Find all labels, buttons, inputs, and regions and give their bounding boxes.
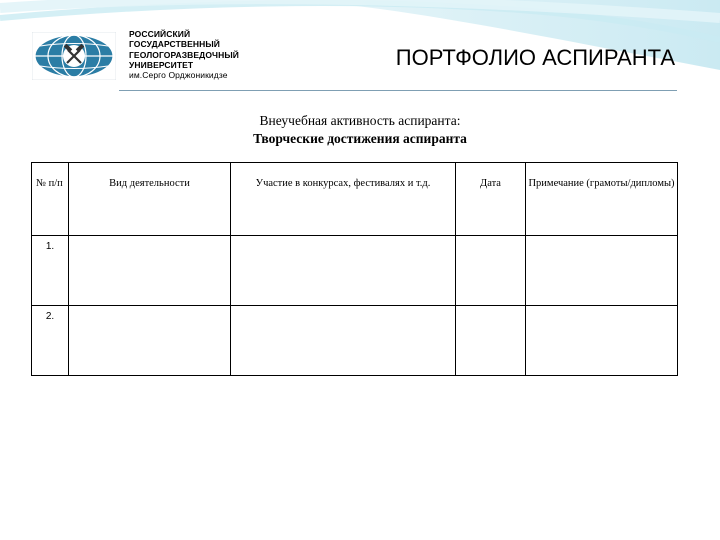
activity-cell[interactable] bbox=[69, 236, 231, 306]
university-line-2: ГОСУДАРСТВЕННЫЙ bbox=[129, 39, 220, 50]
achievements-table bbox=[31, 162, 678, 376]
participation-cell[interactable] bbox=[231, 236, 456, 306]
header bbox=[0, 0, 720, 95]
university-line-4: УНИВЕРСИТЕТ bbox=[129, 59, 194, 70]
column-header-participation: Участие в конкурсах, фестивалях и т.д. bbox=[231, 163, 456, 236]
activity-cell[interactable] bbox=[69, 306, 231, 376]
header-divider bbox=[119, 90, 677, 91]
column-header-number: № п/п bbox=[32, 163, 69, 236]
note-cell[interactable] bbox=[526, 236, 678, 306]
university-name-line: им.Серго Орджоникидзе bbox=[129, 70, 228, 81]
university-name bbox=[129, 29, 269, 80]
page-title: ПОРТФОЛИО АСПИРАНТА bbox=[395, 45, 675, 70]
date-cell[interactable] bbox=[456, 236, 526, 306]
column-header-note: Примечание (грамоты/дипломы) bbox=[526, 163, 678, 236]
university-line-3: ГЕОЛОГОРАЗВЕДОЧНЫЙ bbox=[129, 49, 239, 60]
date-cell[interactable] bbox=[456, 306, 526, 376]
column-header-activity: Вид деятельности bbox=[69, 163, 231, 236]
row-number-cell: 2. bbox=[32, 306, 69, 376]
globe-hammers-logo-icon bbox=[32, 32, 116, 80]
table-header-row bbox=[32, 163, 678, 236]
table-row bbox=[32, 306, 678, 376]
section-subtitle: Внеучебная активность аспиранта: bbox=[259, 113, 461, 128]
table-row bbox=[32, 236, 678, 306]
column-header-date: Дата bbox=[456, 163, 526, 236]
participation-cell[interactable] bbox=[231, 306, 456, 376]
section-title: Творческие достижения аспиранта bbox=[253, 131, 467, 146]
row-number-cell: 1. bbox=[32, 236, 69, 306]
note-cell[interactable] bbox=[526, 306, 678, 376]
university-line-1: РОССИЙСКИЙ bbox=[129, 29, 191, 39]
